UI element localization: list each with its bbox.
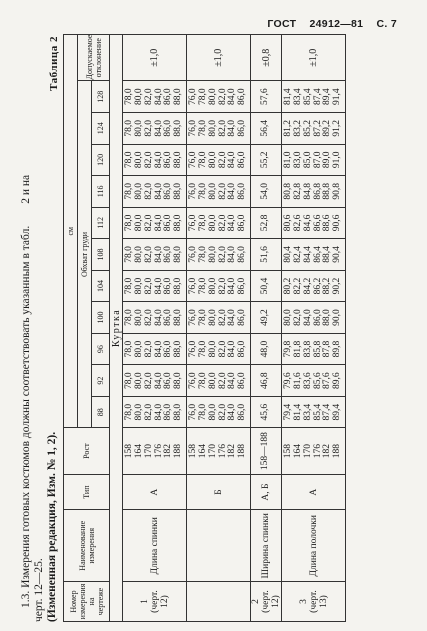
figure-type: А <box>282 474 346 510</box>
girth-value-88: 79,4 81,4 83,4 85,4 87,4 89,4 <box>282 396 346 428</box>
girth-value-128: 76,0 78,0 80,0 82,0 84,0 86,0 <box>187 81 251 113</box>
girth-value-104: 80,2 82,2 84,2 86,2 88,2 90,2 <box>282 270 346 302</box>
rotated-content <box>18 32 418 622</box>
intro-text-1: 1.3. Измерения готовых костюмов должны соответствовать указанным в табл. <box>20 225 32 608</box>
girth-value-92: 46,8 <box>251 365 282 397</box>
girth-value-112: 80,6 82,6 84,6 86,6 88,6 90,6 <box>282 207 346 239</box>
measurement-number: 2 (черт. 12) <box>251 582 282 622</box>
col-header-girth: Обхват груди <box>78 81 92 428</box>
girth-value-120: 81,0 83,0 85,0 87,0 89,0 91,0 <box>282 144 346 176</box>
girth-value-120: 55,2 <box>251 144 282 176</box>
girth-value-112: 78,0 80,0 82,0 84,0 86,0 88,0 <box>123 207 187 239</box>
figure-type: А <box>123 474 187 510</box>
girth-value-92: 79,6 81,6 83,6 85,6 87,6 89,6 <box>282 365 346 397</box>
height-values: 158 164 170 176 182 188 <box>282 428 346 474</box>
girth-value-108: 80,4 82,4 84,4 86,4 88,4 90,4 <box>282 239 346 271</box>
girth-value-108: 51,6 <box>251 239 282 271</box>
intro-text-1b: 2 и на <box>20 174 32 204</box>
table-label: Таблица 2 <box>48 36 60 91</box>
girth-value-104: 76,0 78,0 80,0 82,0 84,0 86,0 <box>187 270 251 302</box>
girth-col-112: 112 <box>92 207 110 239</box>
intro-paragraph <box>20 175 32 608</box>
girth-value-96: 48,0 <box>251 333 282 365</box>
tolerance-value: ±1,0 <box>282 35 346 81</box>
girth-value-100: 80,0 82,0 84,0 86,0 88,0 90,0 <box>282 302 346 334</box>
col-header-unit: см <box>64 35 78 428</box>
intro-drawing-ref: черт. 12—25. <box>33 558 45 622</box>
figure-type: Б <box>187 474 251 510</box>
tolerance-value: ±0,8 <box>251 35 282 81</box>
height-values: 158 164 170 176 182 188 <box>123 428 187 474</box>
girth-value-92: 78,0 80,0 82,0 84,0 86,0 88,0 <box>123 365 187 397</box>
girth-value-128: 78,0 80,0 82,0 84,0 86,0 88,0 <box>123 81 187 113</box>
figure-type: А, Б <box>251 474 282 510</box>
amendment-note: (Измененная редакция, Изм. № 1, 2). <box>46 431 58 622</box>
girth-value-124: 76,0 78,0 80,0 82,0 84,0 86,0 <box>187 112 251 144</box>
girth-value-116: 78,0 80,0 82,0 84,0 86,0 88,0 <box>123 176 187 208</box>
girth-value-88: 78,0 80,0 82,0 84,0 86,0 88,0 <box>123 396 187 428</box>
girth-value-128: 57,6 <box>251 81 282 113</box>
girth-value-96: 79,8 81,8 83,8 85,8 87,8 89,8 <box>282 333 346 365</box>
girth-col-108: 108 <box>92 239 110 271</box>
girth-value-112: 76,0 78,0 80,0 82,0 84,0 86,0 <box>187 207 251 239</box>
girth-value-124: 81,2 83,2 85,2 87,2 89,2 91,2 <box>282 112 346 144</box>
girth-value-124: 78,0 80,0 82,0 84,0 86,0 88,0 <box>123 112 187 144</box>
girth-col-104: 104 <box>92 270 110 302</box>
height-values: 158—188 <box>251 428 282 474</box>
standard-label: ГОСТ <box>267 18 297 30</box>
girth-value-120: 76,0 78,0 80,0 82,0 84,0 86,0 <box>187 144 251 176</box>
girth-col-100: 100 <box>92 302 110 334</box>
col-header-type: Тип <box>64 474 110 510</box>
col-header-num: Номер измерения на чертеже <box>64 582 110 622</box>
girth-value-112: 52,8 <box>251 207 282 239</box>
girth-value-104: 78,0 80,0 82,0 84,0 86,0 88,0 <box>123 270 187 302</box>
girth-value-116: 80,8 82,8 84,8 86,8 88,8 90,8 <box>282 176 346 208</box>
tolerance-value: ±1,0 <box>123 35 187 81</box>
girth-value-100: 76,0 78,0 80,0 82,0 84,0 86,0 <box>187 302 251 334</box>
page-header <box>257 18 397 30</box>
page-number: С. 7 <box>376 18 397 30</box>
girth-value-92: 76,0 78,0 80,0 82,0 84,0 86,0 <box>187 365 251 397</box>
girth-col-128: 128 <box>92 81 110 113</box>
standard-number: 24912—81 <box>309 18 364 30</box>
measurements-table <box>63 34 346 622</box>
girth-col-96: 96 <box>92 333 110 365</box>
girth-value-96: 78,0 80,0 82,0 84,0 86,0 88,0 <box>123 333 187 365</box>
girth-value-88: 76,0 78,0 80,0 82,0 84,0 86,0 <box>187 396 251 428</box>
girth-col-92: 92 <box>92 365 110 397</box>
col-header-tolerance: Допускаемое отклонение <box>78 35 110 81</box>
girth-value-116: 76,0 78,0 80,0 82,0 84,0 86,0 <box>187 176 251 208</box>
girth-col-88: 88 <box>92 396 110 428</box>
measurement-name: Длина спинки <box>123 510 187 582</box>
measurement-number: 1 (черт. 12) <box>123 582 187 622</box>
col-header-name: Наименование измерения <box>64 510 110 582</box>
girth-value-120: 78,0 80,0 82,0 84,0 86,0 88,0 <box>123 144 187 176</box>
measurement-name <box>187 510 251 582</box>
girth-value-96: 76,0 78,0 80,0 82,0 84,0 86,0 <box>187 333 251 365</box>
table-row <box>251 35 282 622</box>
girth-value-108: 78,0 80,0 82,0 84,0 86,0 88,0 <box>123 239 187 271</box>
girth-value-124: 56,4 <box>251 112 282 144</box>
tolerance-value: ±1,0 <box>187 35 251 81</box>
section-jacket: Куртка <box>110 35 123 622</box>
girth-value-128: 81,4 83,4 85,4 87,4 89,4 91,4 <box>282 81 346 113</box>
height-values: 158 164 170 176 182 188 <box>187 428 251 474</box>
girth-value-100: 49,2 <box>251 302 282 334</box>
girth-value-116: 54,0 <box>251 176 282 208</box>
col-header-height: Рост <box>64 428 110 474</box>
table-row <box>187 35 251 622</box>
measurement-number: 3 (черт. 13) <box>282 582 346 622</box>
girth-col-124: 124 <box>92 112 110 144</box>
measurement-name: Ширина спинки <box>251 510 282 582</box>
girth-value-108: 76,0 78,0 80,0 82,0 84,0 86,0 <box>187 239 251 271</box>
measurement-name: Длина полочки <box>282 510 346 582</box>
girth-value-104: 50,4 <box>251 270 282 302</box>
table-row <box>123 35 187 622</box>
girth-value-100: 78,0 80,0 82,0 84,0 86,0 88,0 <box>123 302 187 334</box>
girth-col-120: 120 <box>92 144 110 176</box>
girth-value-88: 45,6 <box>251 396 282 428</box>
measurement-number <box>187 582 251 622</box>
girth-col-116: 116 <box>92 176 110 208</box>
table-row <box>282 35 346 622</box>
